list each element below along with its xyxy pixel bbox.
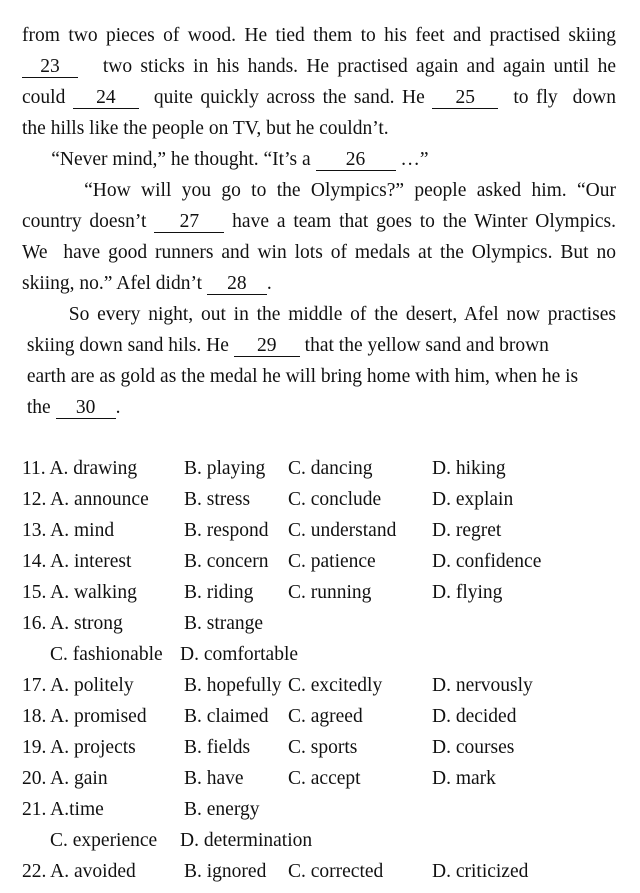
option-choice: D. flying [432,582,503,603]
answer-blank[interactable]: 30 [56,398,116,419]
passage-line [22,365,578,389]
option-choice: C. excitedly [288,675,383,696]
option-choice: 15. A. walking [22,582,137,603]
passage-line [22,148,429,172]
passage-text: “Never mind,” he thought. “It’s a [22,149,316,170]
passage-line [22,24,616,48]
passage-text: the [22,397,56,418]
passage-text: …” [395,149,429,170]
option-choice: B. ignored [184,861,267,882]
passage-text: We have good runners and win lots of medals at the Olympics. But no [22,242,616,263]
answer-blank[interactable]: 26 [316,150,396,171]
option-choice: B. have [184,768,244,789]
passage-line [22,334,549,358]
answer-blank[interactable]: 24 [73,88,139,109]
answer-blank[interactable]: 29 [234,336,300,357]
option-row [22,519,632,543]
option-choice: D. explain [432,489,514,510]
option-choice: D. regret [432,520,502,541]
answer-blank[interactable]: 23 [22,57,78,78]
passage-text: country doesn’t [22,211,155,232]
passage-line [22,86,616,110]
option-choice: B. stress [184,489,251,510]
answer-blank[interactable]: 27 [154,212,224,233]
option-choice: B. playing [184,458,266,479]
passage-line [22,396,120,420]
option-row [22,643,632,667]
option-row [22,674,632,698]
passage-line [22,303,616,327]
option-row [22,767,632,791]
option-choice: B. energy [184,799,260,820]
option-row [22,612,632,636]
option-choice: 14. A. interest [22,551,132,572]
passage-text: . [115,397,121,418]
passage-text: two sticks in his hands. He practised again and again until he [78,56,616,77]
passage-line [22,55,616,79]
option-choice: D. criticized [432,861,529,882]
option-choice: D. mark [432,768,496,789]
option-choice: B. riding [184,582,254,603]
option-choice: D. nervously [432,675,533,696]
option-choice: C. understand [288,520,397,541]
option-choice: 22. A. avoided [22,861,136,882]
option-choice: C. fashionable [50,644,163,665]
option-choice: 12. A. announce [22,489,149,510]
option-row [22,488,632,512]
option-row [22,860,632,884]
passage-text: “How will you go to the Olympics?” people asked him. “Our [22,180,616,201]
option-choice: C. patience [288,551,376,572]
option-choice: B. strange [184,613,264,634]
passage-text: So every night, out in the middle of the desert, Afel now practises [22,304,616,325]
option-row [22,457,632,481]
option-choice: 21. A.time [22,799,104,820]
option-choice: B. concern [184,551,269,572]
option-choice: 18. A. promised [22,706,147,727]
passage-text: earth are as gold as the medal he will bring home with him, when he is [22,366,579,387]
option-choice: 13. A. mind [22,520,115,541]
passage-text: to fly down [498,87,616,108]
option-choice: C. agreed [288,706,363,727]
option-choice: B. hopefully [184,675,282,696]
option-choice: C. corrected [288,861,384,882]
option-choice: C. dancing [288,458,373,479]
option-choice: D. confidence [432,551,542,572]
passage-text: have a team that goes to the Winter Olympics. [224,211,617,232]
option-choice: C. conclude [288,489,382,510]
option-choice: C. running [288,582,372,603]
option-row [22,798,632,822]
option-row [22,829,632,853]
passage-line [22,117,389,141]
passage-line [22,272,272,296]
option-choice: D. decided [432,706,517,727]
option-choice: D. hiking [432,458,506,479]
option-choice: C. experience [50,830,158,851]
passage-text: . [266,273,272,294]
option-row [22,705,632,729]
answer-blank[interactable]: 28 [207,274,267,295]
answer-blank[interactable]: 25 [432,88,498,109]
option-row [22,550,632,574]
option-choice: B. fields [184,737,251,758]
passage-text: the hills like the people on TV, but he couldn’t. [22,118,389,139]
passage-line [22,241,616,265]
passage-text: skiing, no.” Afel didn’t [22,273,207,294]
option-choice: B. claimed [184,706,269,727]
option-choice: D. comfortable [180,644,299,665]
passage-text: from two pieces of wood. He tied them to his feet and practised skiing [22,25,616,46]
option-choice: 16. A. strong [22,613,123,634]
option-choice: 17. A. politely [22,675,134,696]
option-choice: C. sports [288,737,358,758]
option-choice: D. courses [432,737,515,758]
passage-text: could [22,87,73,108]
option-choice: C. accept [288,768,361,789]
option-choice: 20. A. gain [22,768,108,789]
passage-line [22,210,616,234]
option-choice: D. determination [180,830,313,851]
option-choice: 11. A. drawing [22,458,138,479]
passage-line [22,179,616,203]
option-row [22,581,632,605]
passage-text: skiing down sand hils. He [22,335,234,356]
option-row [22,736,632,760]
option-choice: 19. A. projects [22,737,136,758]
passage-text: quite quickly across the sand. He [138,87,433,108]
passage-text: that the yellow sand and brown [299,335,549,356]
option-choice: B. respond [184,520,269,541]
